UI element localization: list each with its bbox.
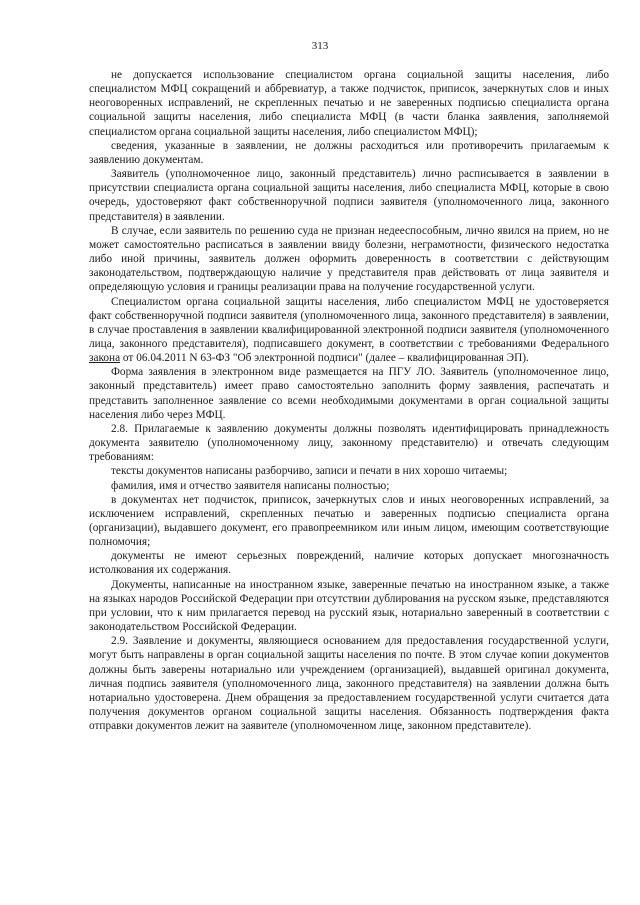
paragraph-text: от 06.04.2011 N 63-ФЗ "Об электронной подписи" (далее – квалифицированная ЭП).	[120, 352, 529, 365]
paragraph: Документы, написанные на иностранном языке, заверенные печатью на иностранном языке, а также на языках народов Российской Федерации при отсутствии дублирования на русском языке, представляются при условии, что к ним прилагается перевод на русский язык, нотариально заверенный в соответствии с законодательством Российской Федерации.	[89, 578, 609, 634]
paragraph: Форма заявления в электронном виде размещается на ПГУ ЛО. Заявитель (уполномоченное лицо, законный представитель) имеет право самостоятельно заполнить форму заявления, распечатать и представить заполненное заявление со всеми необходимыми документами в орган социальной защиты населения либо через МФЦ.	[89, 366, 609, 421]
document-body	[89, 68, 609, 733]
paragraph: в документах нет подчисток, приписок, зачеркнутых слов и иных неоговоренных исправлений, за исключением исправлений, скрепленных печатью и заверенных подписью специалиста органа (организации), выдавшего документ, его правопреемником или иным лицом, имеющим соответствующие полномочия;	[89, 493, 609, 549]
law-link[interactable]: закона	[89, 352, 121, 365]
paragraph	[89, 295, 609, 366]
paragraph: не допускается использование специалистом органа социальной защиты населения, либо специалистом МФЦ сокращений и аббревиатур, а также подчисток, приписок, зачеркнутых слов и иных неоговоренных исправлений, не скрепленных печатью и не заверенных подписью специалиста органа социальной защиты населения, либо специалиста МФЦ (в части бланка заявления, заполняемой специалистом органа социальной защиты населения, либо специалистом МФЦ);	[89, 69, 609, 138]
paragraph: 2.9. Заявление и документы, являющиеся основанием для предоставления государственной услуги, могут быть направлены в орган социальной защиты населения по почте. В этом случае копии документов должны быть заверены нотариально или учреждением (организацией), выдавшей оригинал документа, личная подпись заявителя (уполномоченного лица, законного представителя) на заявлении должна быть нотариально удостоверена. Днем обращения за предоставлением государственной услуги считается дата получения документов органом социальной защиты населения. Обязанность подтверждения факта отправки документов лежит на заявителе (уполномоченном лице, законном представителе).	[89, 635, 609, 733]
paragraph: сведения, указанные в заявлении, не должны расходиться или противоречить прилагаемым к заявлению документам.	[89, 139, 609, 166]
paragraph: В случае, если заявитель по решению суда не признан недееспособным, лично явился на прием, но не может самостоятельно расписаться в заявлении ввиду болезни, неграмотности, физического недостатка либо иной причины, заявитель должен оформить доверенность в соответствии с действующим законодательством, подтверждающую наличие у представителя прав действовать от лица заявителя и определяющую условия и границы реализации права на получение государственной услуги.	[89, 224, 609, 294]
paragraph: фамилия, имя и отчество заявителя написаны полностью;	[111, 479, 390, 492]
paragraph: Заявитель (уполномоченное лицо, законный представитель) лично расписывается в заявлении в присутствии специалиста органа социальной защиты населения, либо специалиста МФЦ, которые в свою очередь, удостоверяют факт собственноручной подписи заявителя (уполномоченного лица, законного представителя) в заявлении.	[89, 168, 609, 223]
paragraph: документы не имеют серьезных повреждений, наличие которых допускает многозначность истолкования их содержания.	[89, 550, 609, 577]
paragraph: тексты документов написаны разборчиво, записи и печати в них хорошо читаемы;	[111, 465, 508, 478]
page-number: 313	[311, 40, 329, 52]
paragraph-text: Специалистом органа социальной защиты населения, либо специалистом МФЦ не удостоверяется факт собственноручной подписи заявителя (уполномоченного лица, законного представителя) в заявлении, в случае проставления в заявлении квалифицированной электронной подписи заявителя (уполномоченного лица, законного представителя), подписавшего документ, в соответствии с требованиями Федерального	[89, 295, 609, 350]
paragraph: 2.8. Прилагаемые к заявлению документы должны позволять идентифицировать принадлежность документа заявителю (уполномоченному лицу, законному представителю) и отвечать следующим требованиям:	[89, 422, 609, 464]
